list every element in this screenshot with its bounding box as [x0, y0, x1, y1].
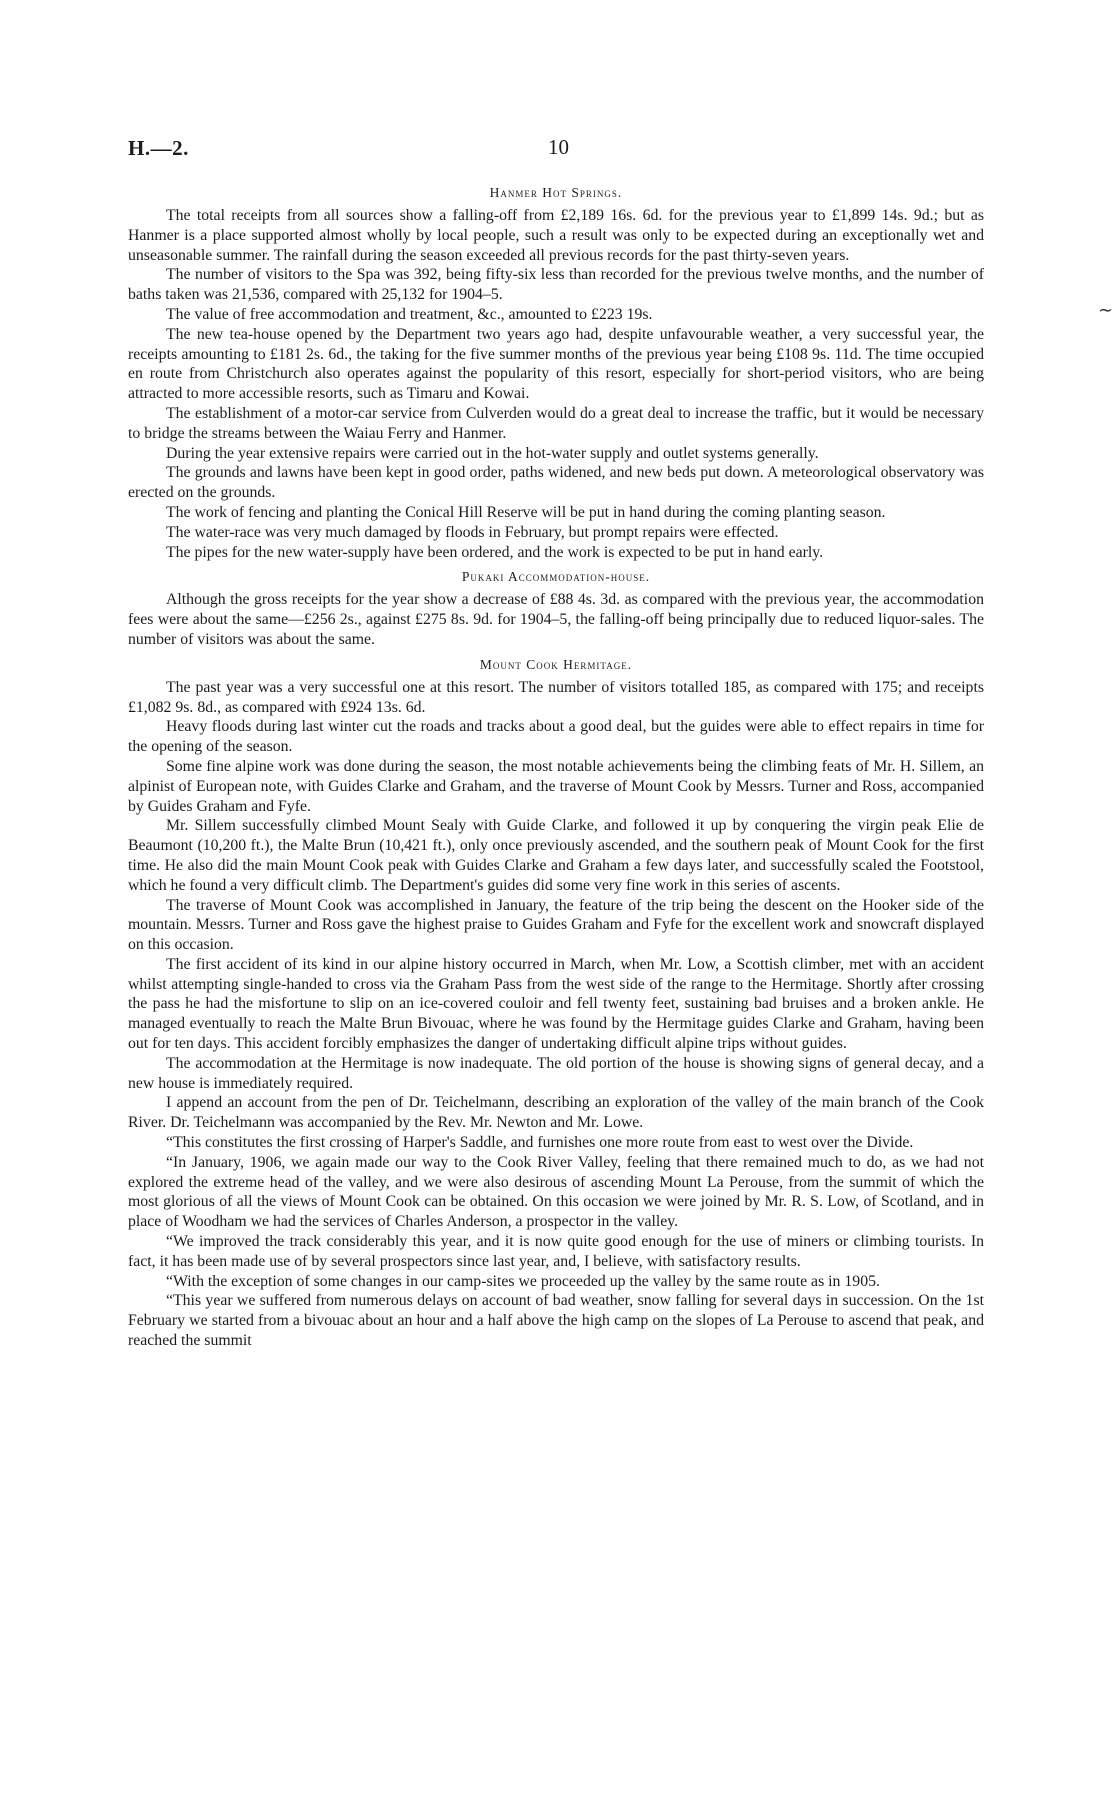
document-reference: H.—2.: [128, 136, 189, 160]
paragraph: The total receipts from all sources show a falling-off from £2,189 16s. 6d. for the previous year to £1,899 14s. 9d.; but as Hanmer is a place supported almost wholly by local people, such a result was only to be expected during an exceptionally wet and unseasonable summer. The rainfall during the season exceeded all previous records for the past thirty-seven years.: [128, 207, 984, 264]
paragraph: The number of visitors to the Spa was 392, being fifty-six less than recorded for the previous twelve months, and the number of baths taken was 21,536, compared with 25,132 for 1904–5.: [128, 266, 984, 304]
section-heading-mount-cook: Mount Cook Hermitage.: [479, 656, 633, 672]
paragraph: “We improved the track considerably this year, and it is now quite good enough for the use of miners or climbing tourists. In fact, it has been made use of by several prospectors since last year, and, I believe, with satisfactory results.: [128, 1233, 984, 1270]
document-body: [128, 178, 984, 1351]
paragraph: The new tea-house opened by the Department two years ago had, despite unfavourable weather, a very successful year, the receipts amounting to £181 2s. 6d., the taking for the five summer months of the previous year being £108 9s. 11d. The time occupied en route from Christchurch also operates against the popularity of this resort, especially for short-period visitors, who are being attracted to more accessible resorts, such as Timaru and Kowai.: [128, 325, 984, 403]
paragraph: The establishment of a motor-car service from Culverden would do a great deal to increase the traffic, but it would be necessary to bridge the streams between the Waiau Ferry and Hanmer.: [128, 404, 984, 442]
paragraph: The accommodation at the Hermitage is now inadequate. The old portion of the house is showing signs of general decay, and a new house is immediately required.: [128, 1054, 984, 1092]
scan-edge-mark: ∼: [1098, 300, 1114, 320]
paragraph: “With the exception of some changes in our camp-sites we proceeded up the valley by the same route as in 1905.: [166, 1272, 880, 1290]
section-heading-pukaki: Pukaki Accommodation-house.: [461, 569, 651, 585]
paragraph: The grounds and lawns have been kept in good order, paths widened, and new beds put down. A meteorological observatory was erected on the grounds.: [128, 464, 984, 502]
paragraph: Some fine alpine work was done during the season, the most notable achievements being the climbing feats of Mr. H. Sillem, an alpinist of European note, with Guides Clarke and Graham, and the traverse of Mount Cook by Messrs. Turner and Ross, accompanied by Guides Graham and Fyfe.: [128, 757, 984, 815]
paragraph: “In January, 1906, we again made our way to the Cook River Valley, feeling that there remained much to do, as we had not explored the extreme head of the valley, and we were also desirous of ascending Mount La Perouse, from the summit of which the most glorious of all the views of Mount Cook can be obtained. On this occasion we were joined by Mr. R. S. Low, of Scotland, and in place of Woodham we had the services of Charles Anderson, a prospector in the valley.: [128, 1153, 984, 1231]
paragraph: “This year we suffered from numerous delays on account of bad weather, snow falling for several days in succession. On the 1st February we started from a bivouac about an hour and a half above the high camp on the slopes of La Perouse to ascend that peak, and reached the summit: [128, 1292, 984, 1350]
paragraph: The past year was a very successful one at this resort. The number of visitors totalled 185, as compared with 175; and receipts £1,082 9s. 8d., as compared with £924 13s. 6d.: [128, 678, 984, 716]
section-heading-hanmer: Hanmer Hot Springs.: [489, 185, 623, 200]
paragraph: The pipes for the new water-supply have been ordered, and the work is expected to be put in hand early.: [166, 543, 824, 561]
paragraph: The traverse of Mount Cook was accomplished in January, the feature of the trip being the descent on the Hooker side of the mountain. Messrs. Turner and Ross gave the highest praise to Guides Graham and Fyfe for the excellent work and snowcraft displayed on this occasion.: [128, 896, 984, 954]
paragraph: The work of fencing and planting the Conical Hill Reserve will be put in hand during the coming planting season.: [166, 503, 886, 521]
paragraph: The water-race was very much damaged by floods in February, but prompt repairs were effected.: [166, 523, 779, 541]
paragraph: The first accident of its kind in our alpine history occurred in March, when Mr. Low, a Scottish climber, met with an accident whilst attempting single-handed to cross via the Graham Pass from the west side of the range to the Hermitage. Shortly after crossing the pass he had the misfortune to slip on an ice-covered couloir and fell twenty feet, sustaining bad bruises and a broken ankle. He managed eventually to reach the Malte Brun Bivouac, where he was found by the Hermitage guides Clarke and Graham, having been out for ten days. This accident forcibly emphasizes the danger of undertaking difficult alpine trips without guides.: [128, 955, 984, 1053]
paragraph: I append an account from the pen of Dr. Teichelmann, describing an exploration of the valley of the main branch of the Cook River. Dr. Teichelmann was accompanied by the Rev. Mr. Newton and Mr. Lowe.: [128, 1094, 984, 1132]
paragraph: Heavy floods during last winter cut the roads and tracks about a good deal, but the guides were able to effect repairs in time for the opening of the season.: [128, 718, 984, 756]
paragraph: Although the gross receipts for the year show a decrease of £88 4s. 3d. as compared with the previous year, the accommodation fees were about the same—£256 2s., against £275 8s. 9d. for 1904–5, the falling-off being principally due to reduced liquor-sales. The number of visitors was about the same.: [128, 591, 984, 648]
paragraph: Mr. Sillem successfully climbed Mount Sealy with Guide Clarke, and followed it up by conquering the virgin peak Elie de Beaumont (10,200 ft.), the Malte Brun (10,421 ft.), only once previously ascended, and the southern peak of Mount Cook for the first time. He also did the main Mount Cook peak with Guides Clarke and Graham a few days later, and successfully scaled the Footstool, which he found a very difficult climb. The Department's guides did some very fine work in this series of ascents.: [128, 817, 984, 894]
paragraph: “This constitutes the first crossing of Harper's Saddle, and furnishes one more route from east to west over the Divide.: [166, 1134, 914, 1152]
page-number: 10: [548, 135, 569, 159]
paragraph: The value of free accommodation and treatment, &c., amounted to £223 19s.: [166, 305, 653, 323]
paragraph: During the year extensive repairs were carried out in the hot-water supply and outlet systems generally.: [166, 444, 819, 462]
